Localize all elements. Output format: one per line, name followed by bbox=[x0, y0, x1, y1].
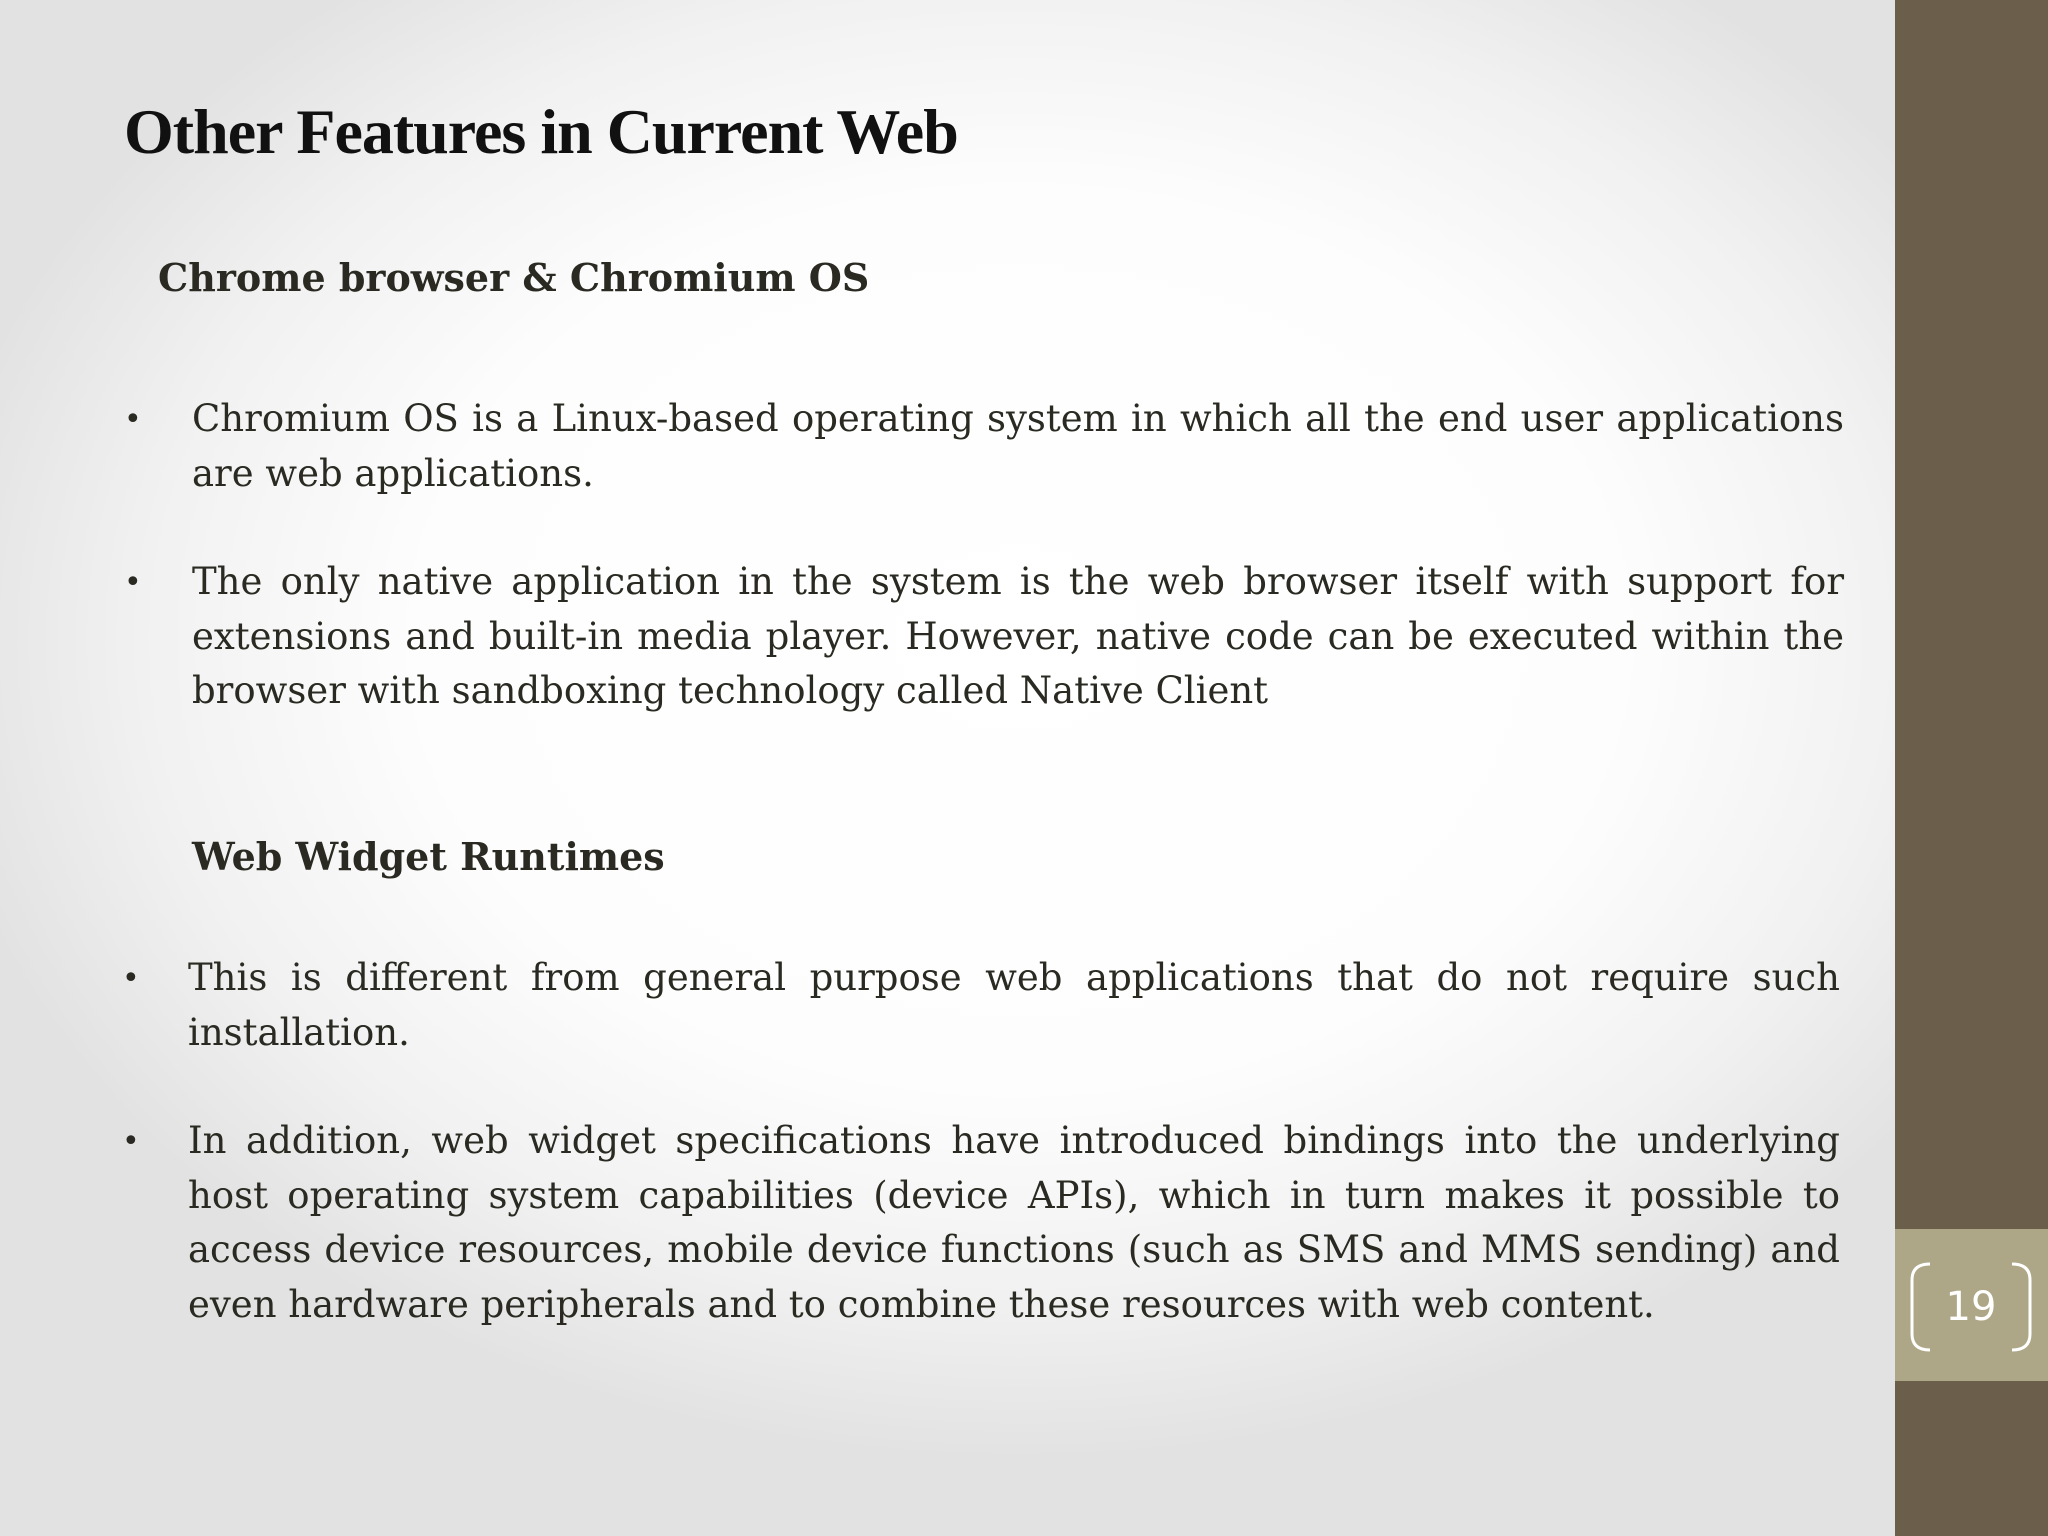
bullet-text: The only native application in the system is the web browser itself with support for extensions and built-in media player. However, native code can be executed within the browser with sandboxing technology called Native Client bbox=[192, 560, 1844, 712]
bullet-text: This is different from general purpose web applications that do not require such installation. bbox=[188, 956, 1840, 1054]
bullet-text: Chromium OS is a Linux-based operating system in which all the end user applications are web applications. bbox=[192, 397, 1844, 495]
section-heading-widgets: Web Widget Runtimes bbox=[192, 834, 665, 879]
section-heading-chrome: Chrome browser & Chromium OS bbox=[158, 255, 870, 300]
slide-title: Other Features in Current Web bbox=[124, 96, 958, 167]
bullet-dot-icon: • bbox=[122, 961, 140, 996]
bullet-dot-icon: • bbox=[124, 402, 142, 437]
bullet-text: In addition, web widget specifications have introduced bindings into the underlying host operating system capabilities (device APIs), which in turn makes it possible to access device resources, mobile device functions (such as SMS and MMS sending) and even hardware peripherals and to combine these resources with web content. bbox=[188, 1119, 1840, 1326]
bullet-dot-icon: • bbox=[124, 565, 142, 600]
bullet-dot-icon: • bbox=[122, 1124, 140, 1159]
page-number: 19 bbox=[1945, 1284, 1997, 1330]
